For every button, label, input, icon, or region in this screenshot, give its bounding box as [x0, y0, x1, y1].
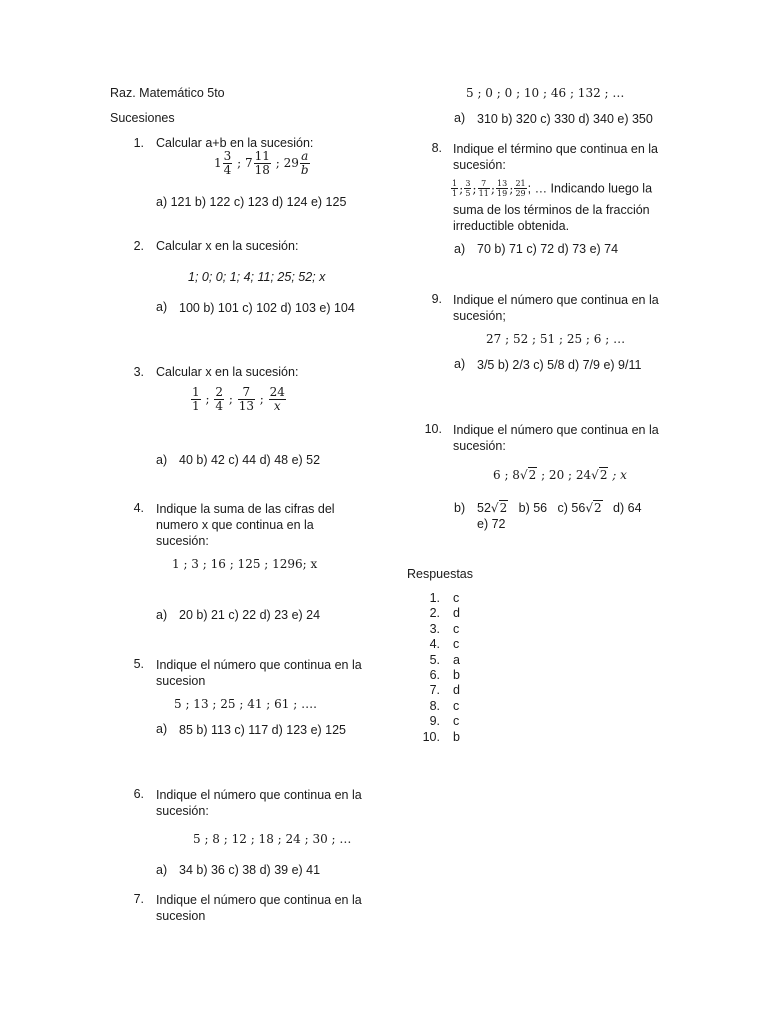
answer-options: 20 b) 21 c) 22 d) 23 e) 24	[179, 608, 321, 622]
document-title: Raz. Matemático 5to	[110, 86, 225, 100]
question-number: 2.	[133, 239, 144, 253]
question-number: 10.	[424, 422, 442, 436]
answer-value: c	[453, 714, 460, 729]
sequence-expression: 1; 0; 0; 1; 4; 11; 25; 52; x	[188, 270, 326, 284]
question-number: 9.	[431, 292, 442, 306]
sequence-expression: 5 ; 8 ; 12 ; 18 ; 24 ; 30 ; …	[193, 832, 352, 846]
answer-options: 70 b) 71 c) 72 d) 73 e) 74	[477, 242, 619, 256]
option-label: b)	[454, 501, 466, 515]
answer-options: 310 b) 320 c) 330 d) 340 e) 350	[477, 112, 653, 126]
question-text: Calcular x en la sucesión:	[156, 239, 299, 253]
question-number: 3.	[133, 365, 144, 379]
option-label: a)	[156, 608, 168, 622]
question-number: 4.	[133, 501, 144, 515]
question-text: Indique el número que continua en la sucesión:	[453, 423, 659, 453]
answer-number: 1.	[429, 591, 440, 605]
answer-options: e) 72	[477, 517, 506, 531]
answer-number: 7.	[429, 683, 440, 698]
answer-value: b	[453, 668, 460, 682]
answer-value: c	[453, 698, 460, 713]
answer-value: b	[453, 729, 460, 744]
question-text: suma de los términos de la fracción irreductible obtenida.	[453, 203, 650, 233]
answer-number: 8.	[429, 698, 440, 713]
answer-value: c	[453, 621, 460, 636]
question-number: 6.	[133, 787, 144, 801]
sequence-expression: 5 ; 0 ; 0 ; 10 ; 46 ; 132 ; …	[466, 86, 625, 100]
answer-number: 9.	[429, 714, 440, 729]
sequence-expression: 5 ; 13 ; 25 ; 41 ; 61 ; ….	[174, 697, 317, 711]
sequence-expression: 6 ; 8√2 ; 20 ; 24√2 ; x	[493, 468, 627, 482]
answer-options: 85 b) 113 c) 117 d) 123 e) 125	[179, 723, 347, 737]
answer-options: 52√2 b) 56 c) 56√2 d) 64	[477, 501, 642, 515]
answer-value: a	[453, 652, 460, 667]
question-number: 8.	[431, 141, 442, 155]
question-text: Indique el término que continua en la sucesión:	[453, 142, 659, 172]
section-title: Sucesiones	[110, 111, 175, 125]
sequence-expression: 1 $\frac{3}{4}$ ; 7 $\frac{11}{18}$ ; 29 $\frac{a}{b}$	[214, 149, 309, 177]
sequence-expression: $\frac{1}{1}$ ; $\frac{2}{4}$ ; $\frac{7}{13}$ ; $\frac{24}{x}$	[192, 385, 285, 413]
question-text: Indique el número que continua en la sucesión;	[453, 293, 659, 323]
answer-number: 6.	[429, 668, 440, 682]
option-label: a)	[156, 863, 168, 877]
option-label: a)	[454, 357, 466, 371]
answer-value: c	[453, 591, 460, 605]
question-text: Calcular a+b en la sucesión:	[156, 136, 314, 150]
option-label: a)	[454, 111, 466, 125]
answer-options: 34 b) 36 c) 38 d) 39 e) 41	[179, 863, 321, 877]
answer-number: 2.	[429, 606, 440, 621]
question-number: 7.	[133, 892, 144, 906]
answer-value: c	[453, 637, 460, 652]
option-label: a)	[156, 300, 168, 314]
answers-title: Respuestas	[407, 567, 474, 581]
answer-options: 3/5 b) 2/3 c) 5/8 d) 7/9 e) 9/11	[477, 358, 642, 372]
answer-number: 10.	[422, 729, 440, 744]
answer-options: 40 b) 42 c) 44 d) 48 e) 52	[179, 453, 321, 467]
answer-options: a) 121 b) 122 c) 123 d) 124 e) 125	[156, 195, 347, 209]
sequence-expression: 1 ; 3 ; 16 ; 125 ; 1296; x	[172, 557, 318, 571]
sequence-expression: 27 ; 52 ; 51 ; 25 ; 6 ; …	[486, 332, 626, 346]
answer-value: d	[453, 683, 460, 698]
sequence-expression: $\frac{1}{1}$ ; $\frac{3}{5}$ ; $\frac{7}{11}$ ; $\frac{13}{19}$ ; $\frac{21}{29}$ ; … Indicando luego la	[452, 179, 653, 198]
option-label: a)	[156, 453, 168, 467]
question-number: 5.	[133, 657, 144, 671]
option-label: a)	[156, 722, 168, 736]
answer-number: 4.	[429, 637, 440, 652]
option-label: a)	[454, 242, 466, 256]
question-text: Indique el número que continua en la sucesion	[156, 893, 362, 923]
answer-value: d	[453, 606, 460, 621]
question-text: Indique el número que continua en la sucesión:	[156, 788, 362, 818]
answer-number: 3.	[429, 621, 440, 636]
question-number: 1.	[133, 136, 144, 150]
question-text: Indique el número que continua en la sucesion	[156, 658, 362, 688]
answer-options: 100 b) 101 c) 102 d) 103 e) 104	[179, 301, 355, 315]
answer-number: 5.	[429, 652, 440, 667]
question-text: Calcular x en la sucesión:	[156, 365, 299, 379]
question-text: Indique la suma de las cifras del numero x que continua en la sucesión:	[156, 502, 335, 548]
